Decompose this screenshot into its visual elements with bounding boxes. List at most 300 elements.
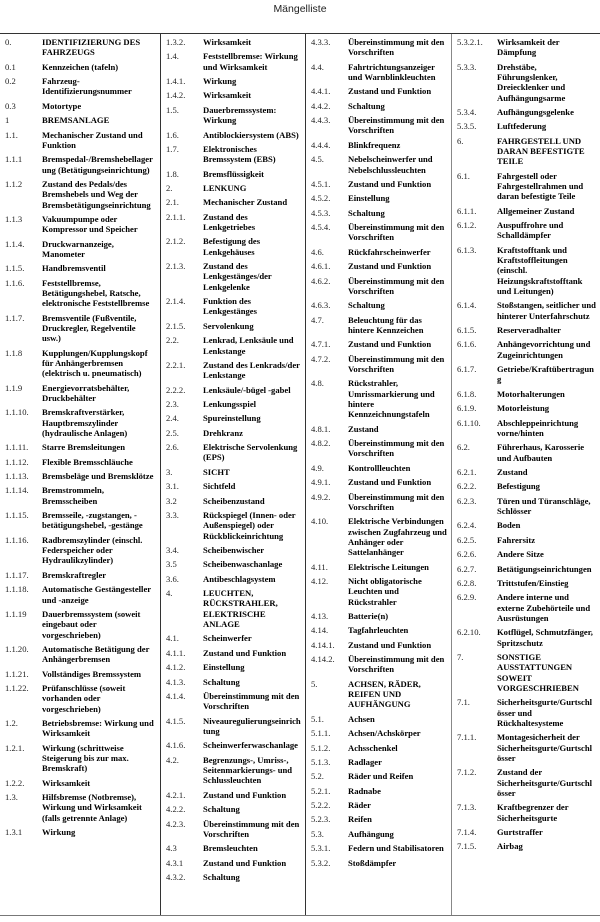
item-number: 4.8.2.	[311, 438, 331, 449]
item-number: 4.8.1.	[311, 423, 331, 434]
item-number: 2.	[166, 183, 173, 194]
item-label: Zustand und Funktion	[348, 178, 432, 189]
list-item	[5, 214, 160, 235]
item-label: Wirkung	[203, 76, 237, 87]
item-number: 5.1.1.	[311, 728, 331, 739]
item-number: 4.1.	[166, 633, 179, 644]
item-label: Übereinstimmung mit den Vorschriften	[348, 37, 445, 58]
item-number: 6.2.9.	[457, 592, 477, 603]
list-item	[311, 829, 451, 839]
item-number: 1.6.	[166, 129, 179, 140]
list-item	[311, 728, 451, 738]
item-number: 1.1.20.	[5, 643, 29, 654]
item-label: Elektronisches Bremssystem (EBS)	[203, 143, 276, 165]
item-label: Räder und Reifen	[348, 771, 414, 782]
item-number: 1.1.5.	[5, 263, 25, 274]
list-item	[311, 37, 451, 58]
item-label: Motorleistung	[497, 403, 550, 414]
item-label: Dauerbremssystem (soweit eingebaut oder vorgeschrieben)	[42, 608, 141, 640]
list-item	[311, 714, 451, 724]
list-item	[311, 261, 451, 271]
item-number: 5.2.3.	[311, 814, 331, 825]
item-label: Funktion des Lenkgestänges	[203, 296, 257, 317]
item-label: Rückfahrscheinwerfer	[348, 246, 431, 257]
list-item	[311, 786, 451, 796]
list-item	[311, 625, 451, 635]
item-label: LEUCHTEN, RÜCKSTRAHLER, ELEKTRISCHE ANLAGE	[203, 588, 278, 630]
item-number: 4.3.3.	[311, 37, 331, 47]
list-item	[166, 740, 305, 750]
list-item	[457, 62, 600, 103]
item-label: SICHT	[203, 466, 230, 477]
item-number: 4.1.3.	[166, 676, 186, 687]
item-label: Scheinwerferwaschanlage	[203, 740, 298, 751]
item-number: 2.4.	[166, 413, 179, 424]
list-item	[311, 115, 451, 136]
list-item	[166, 677, 305, 687]
list-item	[166, 691, 305, 712]
item-label: Aufhängung	[348, 828, 394, 839]
item-label: Lenkrad, Lenksäule und Lenkstange	[203, 335, 294, 356]
item-label: Zustand und Funktion	[348, 86, 432, 97]
list-item	[5, 743, 160, 774]
list-item	[166, 804, 305, 814]
list-item	[5, 570, 160, 580]
item-number: 3.4.	[166, 545, 179, 556]
list-item	[166, 545, 305, 555]
item-label: Betriebsbremse: Wirkung und Wirksamkeit	[42, 717, 154, 739]
item-number: 3.3.	[166, 510, 179, 521]
item-label: Mechanischer Zustand und Funktion	[42, 129, 143, 150]
list-item	[457, 732, 600, 763]
item-label: Schaltung	[203, 676, 240, 687]
item-number: 1.1.14.	[5, 485, 29, 496]
list-item	[311, 154, 451, 175]
item-number: 4.1.5.	[166, 715, 186, 726]
item-number: 0.	[5, 37, 12, 47]
item-number: 3.6.	[166, 573, 179, 584]
item-number: 5.3.2.1.	[457, 37, 483, 47]
item-label: Begrenzungs-, Umriss-, Seitenmarkierungs- und Schlussleuchten	[203, 754, 293, 786]
item-number: 5.3.	[311, 828, 324, 839]
item-number: 4.12.	[311, 575, 329, 586]
item-number: 1.5.	[166, 104, 179, 115]
item-label: Dauerbremssystem: Wirkung	[203, 104, 277, 126]
item-number: 2.6.	[166, 442, 179, 453]
item-number: 1.3.1	[5, 827, 23, 837]
list-item	[311, 315, 451, 336]
item-number: 7.1.4.	[457, 827, 477, 837]
list-item	[166, 51, 305, 72]
list-item	[5, 471, 160, 481]
list-item	[311, 101, 451, 111]
list-item	[457, 592, 600, 623]
item-label: Automatische Gestängesteller und -anzeige	[42, 584, 151, 605]
item-number: 4.8.	[311, 378, 324, 389]
item-number: 4.3.2.	[166, 872, 186, 883]
item-label: Montagesicherheit der Sicherheitsgurte/Gurtschlösser	[497, 732, 592, 763]
list-item	[166, 261, 305, 292]
list-item	[166, 296, 305, 317]
item-number: 1.1.6.	[5, 277, 25, 288]
item-number: 1.2.	[5, 717, 18, 728]
item-label: Handbremsventil	[42, 263, 106, 274]
item-label: Wirksamkeit	[203, 37, 252, 47]
item-label: Radbremszylinder (einschl. Federspeicher oder Hydraulikzylinder)	[42, 534, 143, 566]
list-item	[166, 559, 305, 569]
item-number: 7.	[457, 652, 464, 663]
list-item	[5, 683, 160, 714]
list-item	[457, 121, 600, 131]
item-number: 5.2.2.	[311, 800, 331, 811]
item-number: 1.3.	[5, 792, 18, 803]
list-item	[457, 697, 600, 728]
item-label: Druckwarnanzeige, Manometer	[42, 238, 114, 259]
item-label: Zustand	[348, 423, 379, 434]
list-item	[311, 193, 451, 203]
list-item	[311, 378, 451, 419]
item-number: 5.	[311, 678, 318, 689]
column-4	[451, 34, 600, 915]
list-item	[166, 574, 305, 584]
item-label: Befestigung	[497, 481, 540, 492]
item-number: 4.5.	[311, 154, 324, 165]
item-number: 1.1.11.	[5, 442, 29, 453]
list-item	[5, 609, 160, 640]
item-number: 7.1.	[457, 697, 470, 708]
list-item	[311, 222, 451, 243]
item-number: 4.3	[166, 843, 177, 854]
item-label: Übereinstimmung mit den Vorschriften	[348, 353, 445, 375]
item-label: Bremsleuchten	[203, 843, 258, 854]
item-number: 4.9.1.	[311, 477, 331, 488]
item-number: 1.1.7.	[5, 312, 25, 323]
item-number: 4.1.4.	[166, 691, 186, 702]
list-item	[166, 716, 305, 737]
list-item	[166, 481, 305, 491]
item-label: Übereinstimmung mit den Vorschriften	[348, 438, 445, 459]
list-item	[457, 481, 600, 491]
item-number: 4.7.	[311, 314, 324, 325]
list-item	[5, 535, 160, 566]
item-label: Zustand	[497, 466, 528, 477]
list-item	[166, 413, 305, 423]
item-number: 4.5.1.	[311, 178, 331, 189]
item-label: Befestigung des Lenkgehäuses	[203, 236, 261, 257]
item-number: 1.1.17.	[5, 569, 29, 580]
item-number: 0.1	[5, 61, 16, 72]
item-label: Zustand und Funktion	[203, 789, 287, 800]
item-number: 1.2.1.	[5, 742, 25, 753]
item-number: 1.3.2.	[166, 37, 186, 47]
item-label: Scheibenwaschanlage	[203, 559, 283, 570]
list-item	[457, 339, 600, 360]
item-number: 6.1.8.	[457, 388, 477, 399]
list-item	[166, 858, 305, 868]
list-item	[311, 140, 451, 150]
item-label: Federn und Stabilisatoren	[348, 843, 444, 854]
item-label: Schaltung	[203, 872, 240, 883]
item-number: 5.3.2.	[311, 857, 331, 868]
item-label: Übereinstimmung mit den Vorschriften	[348, 491, 445, 512]
item-number: 6.1.1.	[457, 205, 477, 216]
list-item	[311, 640, 451, 650]
list-item	[457, 403, 600, 413]
item-label: Rückspiegel (Innen- oder Außenspiegel) oder Rückblickeinrichtung	[203, 510, 296, 541]
item-label: Andere interne und externe Zubehörteile und Ausrüstungen	[497, 592, 591, 623]
list-item	[166, 843, 305, 853]
item-label: Zustand des Lenkgestänges/der Lenkgelenke	[203, 261, 272, 292]
item-label: Vollständiges Bremssystem	[42, 668, 142, 679]
list-item	[457, 467, 600, 477]
item-label: Fahrersitz	[497, 534, 536, 545]
item-number: 5.3.5.	[457, 121, 477, 132]
item-label: Radlager	[348, 756, 382, 767]
item-label: Niveauregulierungseinrichtung	[203, 715, 301, 737]
item-label: Achsschenkel	[348, 742, 398, 753]
item-label: Aufhängungsgelenke	[497, 106, 574, 117]
item-number: 1.1.15.	[5, 510, 29, 521]
item-number: 6.1.	[457, 170, 470, 181]
item-label: Nebelscheinwerfer und Nebelschlussleuchten	[348, 154, 433, 175]
item-number: 4.1.1.	[166, 647, 186, 658]
item-label: Fahrtrichtungsanzeiger und Warnblinkleuchten	[348, 61, 436, 82]
list-item	[5, 669, 160, 679]
item-label: BREMSANLAGE	[42, 115, 110, 126]
list-item	[311, 814, 451, 824]
item-number: 1	[5, 115, 10, 126]
item-number: 1.4.2.	[166, 90, 186, 101]
item-number: 4.4.3.	[311, 115, 331, 126]
item-number: 6.2.10.	[457, 627, 481, 638]
item-label: Elektrische Servolenkung (EPS)	[203, 442, 298, 463]
item-label: Radnabe	[348, 785, 381, 796]
item-label: Zustand der Sicherheitsgurte/Gurtschlösser	[497, 767, 592, 798]
item-number: 2.1.2.	[166, 236, 186, 247]
item-label: Feststellbremse: Wirkung und Wirksamkeit	[203, 51, 298, 72]
item-number: 4.6.	[311, 246, 324, 257]
list-item	[5, 778, 160, 788]
list-item	[5, 130, 160, 151]
list-item	[457, 364, 600, 385]
item-number: 1.1.1	[5, 154, 23, 165]
item-number: 4.4.2.	[311, 100, 331, 111]
item-label: Motorhalterungen	[497, 388, 565, 399]
list-item	[457, 535, 600, 545]
item-number: 1.1.18.	[5, 584, 29, 595]
list-item	[166, 496, 305, 506]
item-label: Auspuffrohre und Schalldämpfer	[497, 220, 564, 241]
item-label: Blinkfrequenz	[348, 139, 401, 150]
item-number: 6.2.1.	[457, 466, 477, 477]
list-item	[166, 169, 305, 179]
item-number: 2.2.	[166, 335, 179, 346]
item-label: Wirkung	[42, 827, 76, 837]
list-item	[5, 263, 160, 273]
item-number: 4.6.2.	[311, 275, 331, 286]
item-label: Bremstrommeln, Bremsscheiben	[42, 485, 104, 506]
item-number: 5.3.3.	[457, 61, 477, 72]
list-item	[166, 442, 305, 463]
item-number: 4.6.1.	[311, 261, 331, 272]
item-number: 1.4.	[166, 51, 179, 62]
item-number: 4.2.3.	[166, 818, 186, 829]
list-item	[166, 467, 305, 477]
item-number: 0.2	[5, 76, 16, 87]
item-number: 4.3.1	[166, 857, 184, 868]
list-item	[5, 76, 160, 97]
item-number: 6.2.8.	[457, 578, 477, 589]
list-item	[311, 743, 451, 753]
item-label: Wirksamkeit	[42, 777, 91, 788]
item-label: Übereinstimmung mit den Vorschriften	[348, 222, 445, 243]
item-number: 1.1.19	[5, 608, 27, 619]
item-number: 0.3	[5, 100, 16, 111]
item-number: 1.1.	[5, 129, 18, 140]
item-number: 4.13.	[311, 610, 329, 621]
item-label: Nicht obligatorische Leuchten und Rückstrahler	[348, 575, 422, 607]
item-number: 3.1.	[166, 481, 179, 492]
column-1	[0, 34, 160, 915]
item-number: 6.2.3.	[457, 495, 477, 506]
item-label: Starre Bremsleitungen	[42, 442, 125, 453]
column-3	[305, 34, 451, 915]
list-item	[5, 510, 160, 531]
list-item	[166, 105, 305, 126]
item-label: Bremsflüssigkeit	[203, 168, 264, 179]
item-label: Antibeschlagsystem	[203, 573, 276, 584]
list-item	[5, 442, 160, 452]
item-label: Elektrische Verbindungen zwischen Zugfahrzeug und Anhänger oder Sattelanhänger	[348, 516, 447, 558]
item-number: 5.2.	[311, 771, 324, 782]
item-number: 4.9.	[311, 462, 324, 473]
item-number: 4.2.	[166, 754, 179, 765]
item-label: Abschleppeinrichtung vorne/hinten	[497, 417, 579, 438]
list-item	[457, 245, 600, 296]
list-item	[457, 520, 600, 530]
item-label: Boden	[497, 520, 521, 531]
item-label: Übereinstimmung mit den Vorschriften	[348, 275, 445, 296]
item-label: Batterie(n)	[348, 610, 389, 621]
item-label: Übereinstimmung mit den Vorschriften	[203, 691, 300, 712]
item-number: 1.1.21.	[5, 668, 29, 679]
list-item	[5, 278, 160, 309]
item-number: 1.1.12.	[5, 456, 29, 467]
list-item	[457, 564, 600, 574]
list-item	[311, 654, 451, 675]
list-item	[311, 62, 451, 83]
item-label: Drehkranz	[203, 427, 243, 438]
item-label: Betätigungseinrichtungen	[497, 563, 592, 574]
item-label: Fahrgestell oder Fahrgestellrahmen und daran befestigte Teile	[497, 170, 584, 202]
list-item	[457, 627, 600, 648]
list-item	[5, 37, 160, 58]
list-item	[457, 549, 600, 559]
item-number: 1.4.1.	[166, 76, 186, 87]
item-label: Reifen	[348, 814, 372, 825]
item-label: Wirkung (schrittweise Steigerung bis zur max. Bremskraft)	[42, 742, 129, 774]
item-number: 6.2.6.	[457, 549, 477, 560]
item-number: 6.2.2.	[457, 481, 477, 492]
list-item	[166, 144, 305, 165]
item-label: Bremspedal-/Bremshebellagerung (Betätigungseinrichtung)	[42, 154, 153, 175]
item-label: Motortype	[42, 100, 82, 111]
item-number: 1.1.9	[5, 382, 23, 393]
item-label: Beleuchtung für das hintere Kennzeichen	[348, 314, 424, 335]
list-item	[311, 463, 451, 473]
item-label: Vakuumpumpe oder Kompressor und Speicher	[42, 213, 138, 235]
item-label: Scheinwerfer	[203, 633, 252, 644]
item-number: 4.10.	[311, 516, 329, 527]
list-item	[5, 313, 160, 344]
list-item	[311, 354, 451, 375]
item-label: Bremsventile (Fußventile, Druckregler, Regelventile usw.)	[42, 312, 137, 344]
list-item	[166, 130, 305, 140]
item-label: Hilfsbremse (Notbremse), Wirkung und Wirksamkeit (falls getrennte Anlage)	[42, 792, 142, 823]
list-item	[457, 496, 600, 517]
item-number: 1.1.22.	[5, 682, 29, 693]
list-item	[166, 633, 305, 643]
list-item	[311, 843, 451, 853]
item-label: Drehstäbe, Führungslenker, Dreiecklenker und Aufhängungsarme	[497, 61, 566, 103]
item-number: 4.4.1.	[311, 86, 331, 97]
item-number: 6.2.	[457, 442, 470, 453]
list-item	[5, 457, 160, 467]
list-item	[311, 562, 451, 572]
item-label: Tagfahrleuchten	[348, 625, 409, 636]
item-label: Kraftstofftank und Kraftstoffleitungen (einschl. Heizungskraftstofftank und Leitungen)	[497, 244, 583, 296]
item-label: Prüfanschlüsse (soweit vorhanden oder vorgeschrieben)	[42, 682, 126, 714]
item-label: Wirksamkeit	[203, 90, 252, 101]
item-number: 2.1.3.	[166, 261, 186, 272]
item-number: 1.2.2.	[5, 777, 25, 788]
list-item	[166, 648, 305, 658]
list-item	[5, 62, 160, 72]
list-item	[311, 516, 451, 557]
list-item	[5, 644, 160, 665]
item-number: 4.2.1.	[166, 789, 186, 800]
item-number: 6.1.2.	[457, 220, 477, 231]
list-item	[5, 827, 160, 837]
list-item	[311, 576, 451, 607]
list-item	[311, 771, 451, 781]
list-item	[311, 247, 451, 257]
item-label: Räder	[348, 800, 371, 811]
list-item	[457, 107, 600, 117]
list-item	[166, 790, 305, 800]
column-2	[160, 34, 305, 915]
list-item	[166, 819, 305, 840]
item-label: Zustand des Pedals/des Bremshebels und Weg der Bremsbetätigungseinrichtung	[42, 178, 151, 210]
item-label: Achsen/Achskörper	[348, 728, 421, 739]
list-item	[5, 154, 160, 175]
item-label: Antiblockiersystem (ABS)	[203, 129, 299, 140]
item-label: Getriebe/Kraftübertragung	[497, 364, 594, 385]
list-item	[166, 360, 305, 381]
item-number: 4.7.1.	[311, 339, 331, 350]
item-label: Spureinstellung	[203, 413, 261, 424]
item-number: 2.1.5.	[166, 320, 186, 331]
item-label: Schaltung	[348, 100, 385, 111]
item-number: 2.3.	[166, 399, 179, 409]
item-number: 4.14.	[311, 625, 329, 636]
item-label: Luftfederung	[497, 121, 547, 132]
list-item	[166, 755, 305, 786]
list-item	[166, 335, 305, 356]
list-item	[457, 171, 600, 202]
list-item	[166, 90, 305, 100]
item-label: Lenkungsspiel	[203, 399, 257, 409]
